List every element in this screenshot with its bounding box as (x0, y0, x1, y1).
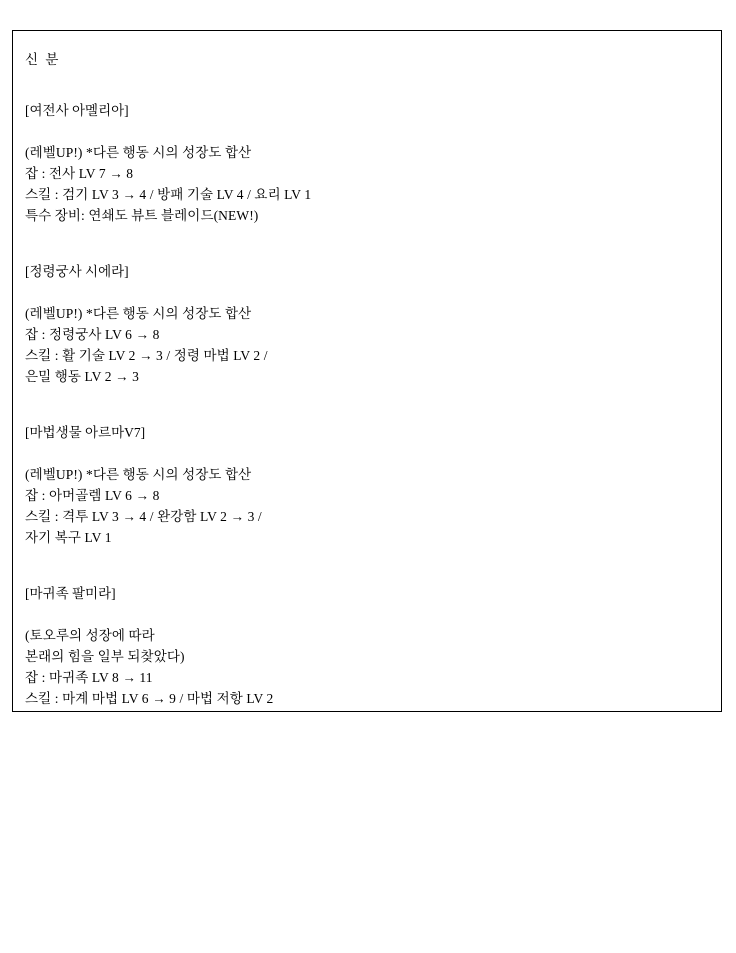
section-title-palmyra: [마귀족 팔미라] (25, 586, 116, 601)
spacer (25, 604, 721, 625)
section-title-amelia: [여전사 아멜리아] (25, 103, 129, 118)
spacer (25, 569, 721, 583)
spacer (25, 226, 721, 247)
section-line: 잡 : 마귀족 LV 8 → 11 (25, 670, 153, 685)
spacer (25, 443, 721, 464)
spacer (25, 121, 721, 142)
section-line: 자기 복구 LV 1 (25, 530, 112, 545)
section-line: 본래의 힘을 일부 되찾았다) (25, 649, 185, 664)
spacer (25, 387, 721, 408)
section-line: (레벨UP!) *다른 행동 시의 성장도 합산 (25, 306, 252, 321)
section-title-arma-v7: [마법생물 아르마V7] (25, 425, 146, 440)
section-line: (레벨UP!) *다른 행동 시의 성장도 합산 (25, 145, 252, 160)
section-line: 잡 : 정령궁사 LV 6 → 8 (25, 327, 160, 342)
section-line: 스킬 : 활 기술 LV 2 → 3 / 정령 마법 LV 2 / (25, 348, 268, 363)
document-frame (12, 30, 722, 712)
spacer (25, 70, 721, 100)
document-body (13, 31, 721, 709)
spacer (25, 282, 721, 303)
section-line: 스킬 : 검기 LV 3 → 4 / 방패 기술 LV 4 / 요리 LV 1 (25, 187, 312, 202)
section-line: 은밀 행동 LV 2 → 3 (25, 369, 139, 384)
section-line: 특수 장비: 연쇄도 뷰트 블레이드(NEW!) (25, 208, 259, 223)
section-line: (토오루의 성장에 따라 (25, 628, 155, 643)
section-line: (레벨UP!) *다른 행동 시의 성장도 합산 (25, 467, 252, 482)
section-line: 스킬 : 격투 LV 3 → 4 / 완강함 LV 2 → 3 / (25, 509, 262, 524)
page-title: 신 분 (25, 52, 61, 67)
section-line: 잡 : 아머골렘 LV 6 → 8 (25, 488, 160, 503)
spacer (25, 408, 721, 422)
section-line: 스킬 : 마계 마법 LV 6 → 9 / 마법 저항 LV 2 (25, 691, 274, 706)
spacer (25, 247, 721, 261)
section-title-sierra: [정령궁사 시에라] (25, 264, 129, 279)
section-line: 잡 : 전사 LV 7 → 8 (25, 166, 134, 181)
spacer (25, 548, 721, 569)
